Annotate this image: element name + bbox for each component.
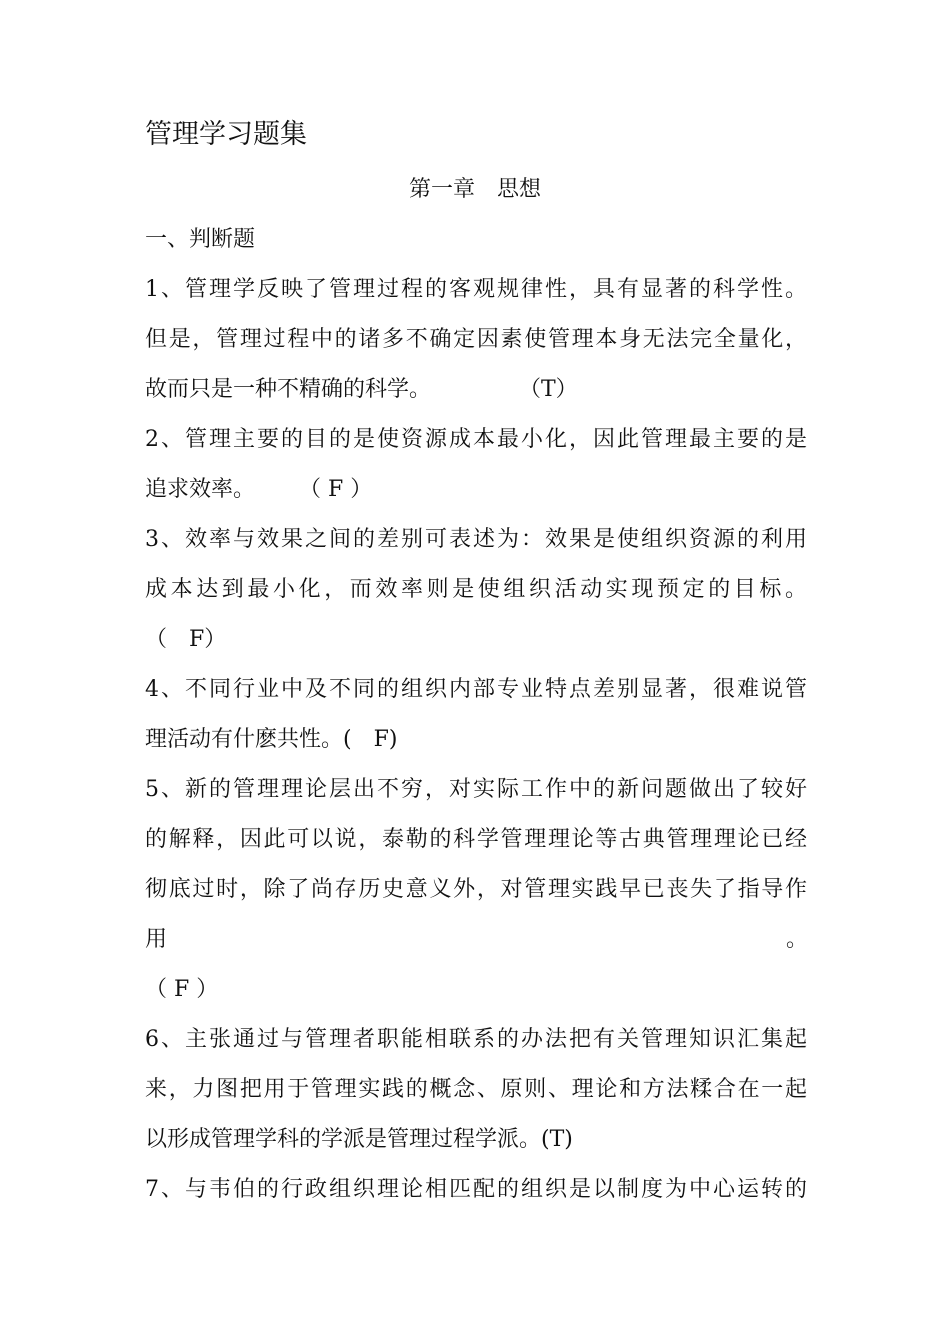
text-line: 5、新的管理理论层出不穷，对实际工作中的新问题做出了较好: [145, 777, 807, 802]
text-line: 4、不同行业中及不同的组织内部专业特点差别显著，很难说管: [145, 677, 807, 702]
text-line: 2、管理主要的目的是使资源成本最小化，因此管理最主要的是: [145, 427, 807, 452]
text-line: 但是，管理过程中的诸多不确定因素使管理本身无法完全量化，: [145, 327, 807, 352]
text-line: （ F ）: [145, 977, 219, 1002]
document-title: 管理学习题集: [145, 119, 307, 150]
text-line: 理活动有什麽共性。( F): [145, 727, 398, 752]
text-line: 7、与韦伯的行政组织理论相匹配的组织是以制度为中心运转的: [145, 1177, 807, 1202]
text-line: 的解释，因此可以说，泰勒的科学管理理论等古典管理理论已经: [145, 827, 807, 852]
text-line: 来，力图把用于管理实践的概念、原则、理论和方法糅合在一起: [145, 1077, 807, 1102]
text-line: 故而只是一种不精确的科学。 （T）: [145, 377, 578, 402]
text-line: 1、管理学反映了管理过程的客观规律性，具有显著的科学性。: [145, 277, 807, 302]
text-line: 成本达到最小化，而效率则是使组织活动实现预定的目标。: [145, 577, 807, 602]
text-line: 以形成管理学科的学派是管理过程学派。(T): [145, 1127, 573, 1152]
text-line: 3、效率与效果之间的差别可表述为：效果是使组织资源的利用: [145, 527, 807, 552]
chapter-title: 第一章 思想: [408, 177, 541, 202]
section-title: 一、判断题: [145, 227, 256, 252]
line-end-period: 。: [786, 927, 809, 952]
text-line: （ F）: [145, 627, 227, 652]
text-line: 用: [145, 927, 168, 952]
text-line: 彻底过时，除了尚存历史意义外，对管理实践早已丧失了指导作: [145, 877, 807, 902]
text-line: 追求效率。 （ F ）: [145, 477, 373, 502]
text-line: 6、主张通过与管理者职能相联系的办法把有关管理知识汇集起: [145, 1027, 807, 1052]
